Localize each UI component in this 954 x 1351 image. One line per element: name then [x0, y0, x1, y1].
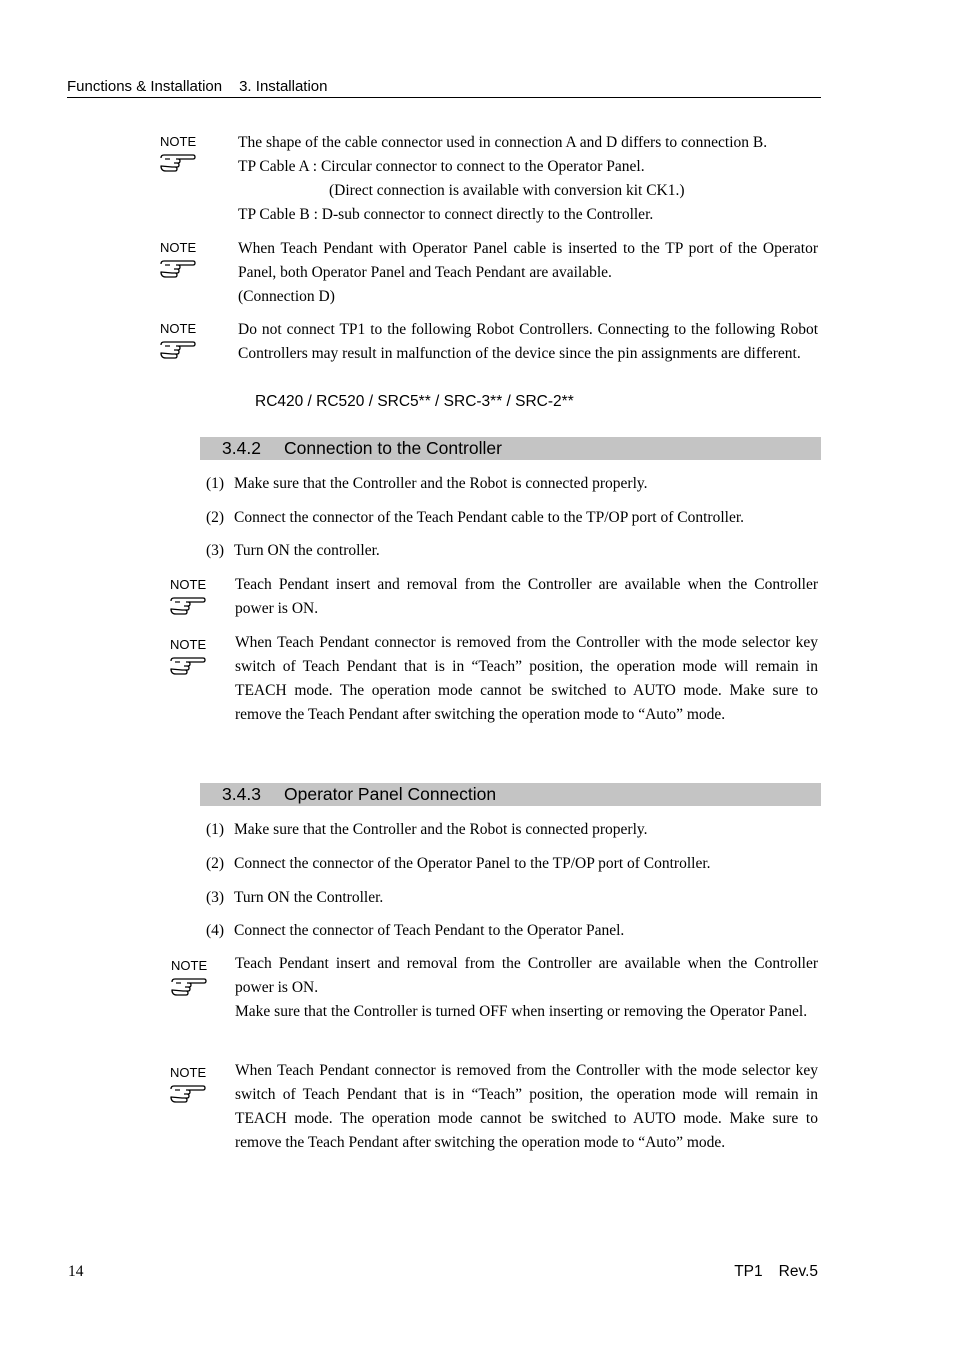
note-paragraph: (Connection D)	[238, 288, 335, 305]
list-item	[206, 541, 806, 561]
pointing-hand-icon	[170, 655, 207, 676]
controller-model-list: RC420 / RC520 / SRC5** / SRC-3** / SRC-2**	[255, 393, 574, 410]
note-text	[238, 237, 818, 309]
note-marker	[160, 133, 197, 173]
step-number: (2)	[206, 509, 225, 526]
section-heading	[200, 437, 821, 460]
section-number: 3.4.2	[222, 438, 261, 458]
note-marker	[170, 576, 207, 616]
note-paragraph: When Teach Pendant with Operator Panel cable is inserted to the TP port of the Operator Panel, both Operator Panel and Teach Pendant are available.	[238, 240, 818, 281]
note-paragraph: Do not connect TP1 to the following Robot Controllers. Connecting to the following Robot Controllers may result in malfunction of the device since the pin assignments are different.	[238, 321, 818, 362]
note-line: TP Cable A : Circular connector to connect to the Operator Panel.	[238, 158, 645, 175]
note-marker	[160, 320, 197, 360]
note-line: TP Cable B : D-sub connector to connect directly to the Controller.	[238, 206, 654, 223]
page-header	[67, 78, 821, 98]
doc-id: TP1	[734, 1263, 763, 1280]
document-revision	[734, 1263, 818, 1281]
section-number: 3.4.3	[222, 784, 261, 804]
note-line: The shape of the cable connector used in connection A and D differs to connection B.	[238, 134, 768, 151]
list-item	[206, 508, 806, 528]
step-number: (4)	[206, 922, 225, 939]
pointing-hand-icon	[160, 258, 197, 279]
list-item	[206, 888, 806, 908]
step-text: Connect the connector of Teach Pendant to the Operator Panel.	[234, 922, 625, 939]
step-text: Connect the connector of the Teach Pendant cable to the TP/OP port of Controller.	[234, 509, 745, 526]
step-text: Turn ON the controller.	[234, 542, 380, 559]
pointing-hand-icon	[171, 976, 208, 997]
pointing-hand-icon	[160, 152, 197, 173]
note-label: NOTE	[170, 577, 207, 592]
section-heading	[200, 783, 821, 806]
step-number: (2)	[206, 855, 225, 872]
note-marker	[170, 636, 207, 676]
note-label: NOTE	[160, 321, 197, 336]
section-title: Connection to the Controller	[284, 438, 502, 458]
note-label: NOTE	[160, 134, 197, 149]
note-text: Teach Pendant insert and removal from the Controller are available when the Controller power is ON.	[235, 576, 818, 617]
list-item	[206, 921, 806, 941]
note-label: NOTE	[170, 637, 207, 652]
note-line: (Direct connection is available with conversion kit CK1.)	[329, 182, 685, 199]
pointing-hand-icon	[170, 1083, 207, 1104]
list-item	[206, 820, 806, 840]
header-section: 3. Installation	[239, 78, 328, 95]
step-text: Make sure that the Controller and the Robot is connected properly.	[234, 821, 648, 838]
step-number: (1)	[206, 475, 225, 492]
note-paragraph: Make sure that the Controller is turned OFF when inserting or removing the Operator Panel.	[235, 1003, 808, 1020]
step-number: (3)	[206, 889, 225, 906]
note-marker	[171, 957, 208, 997]
note-text	[238, 131, 818, 227]
note-paragraph: Teach Pendant insert and removal from the Controller are available when the Controller power is ON.	[235, 955, 818, 996]
note-label: NOTE	[171, 958, 208, 973]
note-label: NOTE	[170, 1065, 207, 1080]
step-number: (1)	[206, 821, 225, 838]
section-title: Operator Panel Connection	[284, 784, 497, 804]
note-marker	[160, 239, 197, 279]
pointing-hand-icon	[160, 339, 197, 360]
revision: Rev.5	[778, 1263, 818, 1280]
note-marker	[170, 1064, 207, 1104]
step-text: Make sure that the Controller and the Robot is connected properly.	[234, 475, 648, 492]
page-number: 14	[68, 1263, 84, 1280]
pointing-hand-icon	[170, 595, 207, 616]
note-text: When Teach Pendant connector is removed from the Controller with the mode selector key switch of Teach Pendant that is in “Teach” position, the operation mode will remain in TEACH mode. The operation mode cannot be switched to AUTO mode. Make sure to remove the Teach Pendant after switching the operation mode to “Auto” mode.	[235, 1062, 818, 1151]
note-text	[235, 952, 818, 1024]
note-text	[238, 318, 818, 366]
step-text: Connect the connector of the Operator Panel to the TP/OP port of Controller.	[234, 855, 711, 872]
header-chapter: Functions & Installation	[67, 78, 223, 95]
step-text: Turn ON the Controller.	[234, 889, 384, 906]
note-label: NOTE	[160, 240, 197, 255]
list-item	[206, 854, 806, 874]
step-number: (3)	[206, 542, 225, 559]
note-text: When Teach Pendant connector is removed from the Controller with the mode selector key switch of Teach Pendant that is in “Teach” position, the operation mode will remain in TEACH mode. The operation mode cannot be switched to AUTO mode. Make sure to remove the Teach Pendant after switching the operation mode to “Auto” mode.	[235, 634, 818, 723]
list-item	[206, 474, 806, 494]
